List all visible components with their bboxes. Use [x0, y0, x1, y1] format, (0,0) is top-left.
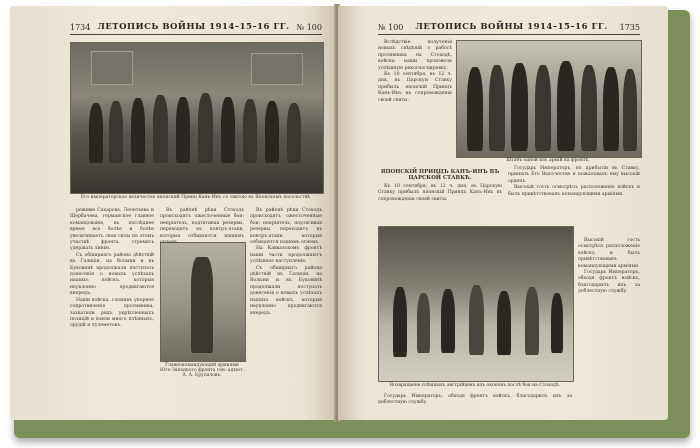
article-heading: ЯПОНСКІЙ ПРИНЦЪ КАНЪ-ИНЪ ВЪ ЦАРСКОЙ СТАВКѢ.	[380, 169, 500, 182]
right-column-5: Государь Императоръ, обходя фронтъ войскъ, благодарилъ ихъ за доблестную службу.	[378, 394, 572, 406]
right-column-4: Высокій гость осмотрѣлъ расположеніе войскъ и былъ привѣтствованъ командующими арміями. Государь Императоръ, обходя фронтъ войскъ, благодарилъ ихъ за доблестную службу.	[578, 238, 640, 295]
left-top-photo-caption: Его императорское величество японский Принц Канъ-Инъ со свитою въ Японскомъ посольствѣ.	[80, 195, 312, 200]
left-running-head	[70, 20, 322, 35]
left-column-3: Въ районѣ рѣки Стоходъ происходятъ ожесточенные бои; непріятель, подтягивая резервы, переходитъ въ контръ-атаки, которыя отбиваются нашимъ огнемъ. На Кавказскомъ фронтѣ наши части продолжаютъ успѣшное наступленіе. Съ обширнаго района дѣйствій въ Галиціи, на Волыни и въ Буковинѣ продолжали поступать донесенія о новыхъ успѣхахъ нашихъ войскъ, которыя неуклонно продвигаются впередъ.	[250, 208, 322, 316]
left-small-photo-caption: Главнокомандующий армиями Юго-Западного фронта ген.-адъют. А. А. Брусиловъ.	[160, 363, 244, 378]
left-column-1: режиме Сахарова, Леонтьева и Щербачева, германское главное командованіе, въ послѣднее время все болѣе и болѣе увеличиваетъ свои силы на этомъ участкѣ фронта, стремясь удержать линію. Съ обширнаго района дѣйствій въ Галиціи, на Волыни и въ Буковинѣ продолжали поступать донесенія о новыхъ успѣхахъ нашихъ войскъ, которыя неуклонно продвигаются впередъ. Наши войска, сломивъ упорное сопротивленіе противника, захватили рядъ укрѣпленныхъ позицій и взяли много плѣнныхъ, орудій и пулеметовъ.	[70, 208, 154, 329]
right-running-head	[378, 20, 640, 35]
right-column-3: Государь Императоръ, по прибытіи въ Ставку, принялъ Его Высочество и пожаловалъ ему высокій орденъ. Высокій гость осмотрѣлъ расположеніе войскъ и былъ привѣтствованъ командующими арміями.	[508, 166, 640, 197]
left-issue-number: № 100	[296, 22, 322, 32]
right-running-title: ЛЕТОПИСЬ ВОЙНЫ 1914–15–16 ГГ.	[415, 22, 608, 32]
right-top-photo	[456, 40, 642, 158]
left-column-2: Въ районѣ рѣки Стоходъ происходятъ ожесточенные бои; непріятель, подтягивая резервы, переходитъ въ контръ-атаки, которыя отбиваются нашимъ огнемъ.	[160, 208, 244, 246]
right-column-2: ЯПОНСКІЙ ПРИНЦЪ КАНЪ-ИНЪ ВЪ ЦАРСКОЙ СТАВКѢ. Къ 10 сентября, въ 12 ч. дня, въ Царскую Ставку прибылъ японскій Принцъ Канъ-Инъ въ сопровожденіи своей свиты.	[378, 169, 502, 202]
right-issue-number: № 100	[378, 22, 404, 32]
left-top-photo	[70, 42, 324, 194]
right-top-photo-caption: Штабъ одной изъ армій на фронтѣ.	[506, 158, 590, 163]
right-column-1: Вслѣдствіе полученія новыхъ свѣдѣній о работѣ противника на Стоходѣ, войска наши произвели успѣшную рекогносцировку. Къ 10 сентября, въ 12 ч. дня, въ Царскую Ставку прибылъ японскій Принцъ Канъ-Инъ въ сопровожденіи своей свиты.	[378, 40, 452, 103]
left-small-photo	[160, 242, 246, 362]
right-bottom-photo-caption: Возвращеніе плѣнныхъ австрійцевъ изъ окоповъ послѣ боя на Стоходѣ.	[389, 383, 561, 388]
right-page-number: 1735	[619, 22, 640, 32]
right-page	[338, 6, 668, 420]
right-bottom-photo	[378, 226, 574, 382]
left-page	[10, 6, 336, 420]
left-page-number: 1734	[70, 22, 91, 32]
left-running-title: ЛЕТОПИСЬ ВОЙНЫ 1914–15–16 ГГ.	[97, 22, 290, 32]
